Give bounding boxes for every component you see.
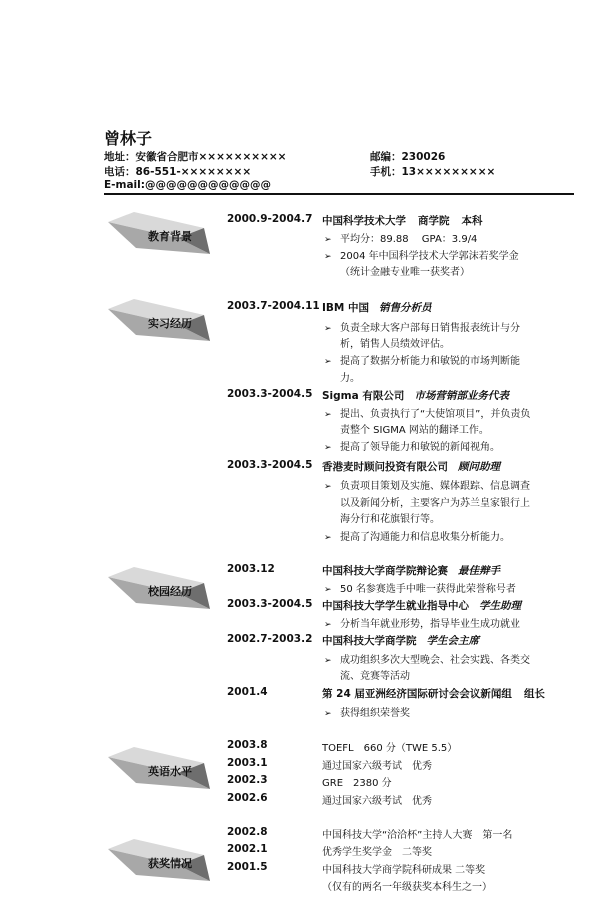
address: 地址：安徽省合肥市××××××××××	[104, 151, 287, 163]
list-item: ➢ 分析当年就业形势，指导毕业生成功就业	[324, 619, 520, 630]
award-date: 2001.5	[227, 861, 268, 873]
section-title-campus: 校园经历	[148, 585, 192, 598]
list-item: ➢ 负责项目策划及实施、媒体跟踪、信息调查	[324, 481, 530, 492]
education-heading	[322, 213, 483, 228]
section-badge-internship	[100, 295, 215, 351]
list-item: ➢ 提高了沟通能力和信息收集分析能力。	[324, 532, 510, 543]
arrow-bullet-icon: ➢	[324, 235, 332, 245]
award-item: 优秀学生奖学金 二等奖	[322, 847, 432, 858]
phone: 电话：86-551-××××××××	[104, 166, 252, 178]
list-item: ➢ 2004 年中国科学技术大学郭沫若奖学金	[324, 251, 519, 262]
internship-heading: IBM 中国 销售分析员	[322, 302, 432, 314]
internship-heading: 香港麦时顾问投资有限公司 顾问助理	[322, 461, 500, 473]
arrow-bullet-icon: ➢	[324, 410, 332, 420]
internship-heading: Sigma 有限公司 市场营销部业务代表	[322, 390, 509, 402]
arrow-bullet-icon: ➢	[324, 585, 332, 595]
arrow-bullet-icon: ➢	[324, 656, 332, 666]
campus-date: 2003.12	[227, 563, 275, 575]
list-item: ➢ 50 名参赛选手中唯一获得此荣誉称号者	[324, 584, 516, 595]
list-item-continuation: 力。	[340, 373, 360, 384]
arrow-bullet-icon: ➢	[324, 533, 332, 543]
list-item: ➢ 平均分：89.88 GPA：3.9/4	[324, 234, 478, 245]
list-item: ➢ 提高了数据分析能力和敏锐的市场判断能	[324, 356, 520, 367]
section-title-english: 英语水平	[148, 765, 192, 778]
list-item-continuation: 海分行和花旗银行等。	[340, 514, 440, 525]
arrow-bullet-icon: ➢	[324, 443, 332, 453]
header-divider	[104, 193, 574, 195]
campus-date: 2001.4	[227, 686, 268, 698]
list-item-continuation: 流、竞赛等活动	[340, 671, 410, 682]
section-badge-education	[100, 208, 215, 264]
english-date: 2003.1	[227, 757, 268, 769]
english-date: 2003.8	[227, 739, 268, 751]
award-item-continuation: （仅有的两名一年级获奖本科生之一）	[322, 882, 492, 893]
campus-date: 2002.7-2003.2	[227, 633, 313, 645]
education-date: 2000.9-2004.7	[227, 213, 313, 225]
award-item: 中国科技大学商学院科研成果 二等奖	[322, 865, 486, 876]
arrow-bullet-icon: ➢	[324, 252, 332, 262]
internship-date: 2003.3-2004.5	[227, 388, 313, 400]
list-item-continuation: （统计金融专业唯一获奖者）	[340, 267, 470, 278]
campus-heading: 中国科技大学商学院 学生会主席	[322, 635, 479, 647]
list-item: ➢ 提出、负责执行了“大使馆项目”，并负责负	[324, 409, 531, 420]
section-badge-awards	[100, 835, 215, 891]
postcode: 邮编：230026	[370, 151, 446, 163]
list-item: ➢ 获得组织荣誉奖	[324, 708, 410, 719]
section-title-awards: 获奖情况	[148, 857, 192, 870]
list-item-continuation: 析，销售人员绩效评估。	[340, 339, 450, 350]
section-badge-campus	[100, 563, 215, 619]
mobile: 手机：13×××××××××	[370, 166, 496, 178]
education-school: 中国科学技术大学	[322, 215, 406, 227]
list-item-continuation: 责整个 SIGMA 网站的翻译工作。	[340, 425, 489, 436]
arrow-bullet-icon: ➢	[324, 324, 332, 334]
campus-heading: 中国科技大学商学院辩论赛 最佳辩手	[322, 565, 500, 577]
english-item: GRE 2380 分	[322, 778, 392, 789]
section-badge-english	[100, 743, 215, 799]
arrow-bullet-icon: ➢	[324, 357, 332, 367]
award-date: 2002.1	[227, 843, 268, 855]
campus-heading: 第 24 届亚洲经济国际研讨会会议新闻组 组长	[322, 688, 545, 700]
education-college: 商学院	[418, 215, 450, 227]
internship-date: 2003.3-2004.5	[227, 459, 313, 471]
internship-date: 2003.7-2004.11	[227, 300, 320, 312]
candidate-name: 曾林子	[104, 129, 153, 148]
award-item: 中国科技大学“洽洽杯”主持人大赛 第一名	[322, 830, 513, 841]
arrow-bullet-icon: ➢	[324, 620, 332, 630]
english-date: 2002.3	[227, 774, 268, 786]
section-title-education: 教育背景	[148, 230, 192, 243]
list-item-continuation: 以及新闻分析，主要客户为苏兰皇家银行上	[340, 498, 530, 509]
english-item: TOEFL 660 分（TWE 5.5）	[322, 743, 458, 754]
list-item: ➢ 成功组织多次大型晚会、社会实践、各类交	[324, 655, 530, 666]
list-item: ➢ 负责全球大客户部每日销售报表统计与分	[324, 323, 520, 334]
english-item: 通过国家六级考试 优秀	[322, 761, 432, 772]
education-degree: 本科	[461, 215, 483, 227]
campus-heading: 中国科技大学学生就业指导中心 学生助理	[322, 600, 521, 612]
award-date: 2002.8	[227, 826, 268, 838]
arrow-bullet-icon: ➢	[324, 482, 332, 492]
campus-date: 2003.3-2004.5	[227, 598, 313, 610]
english-item: 通过国家六级考试 优秀	[322, 796, 432, 807]
list-item: ➢ 提高了领导能力和敏锐的新闻视角。	[324, 442, 500, 453]
section-title-internship: 实习经历	[148, 317, 192, 330]
english-date: 2002.6	[227, 792, 268, 804]
arrow-bullet-icon: ➢	[324, 709, 332, 719]
email: E-mail:@@@@@@@@@@@@	[104, 179, 271, 191]
